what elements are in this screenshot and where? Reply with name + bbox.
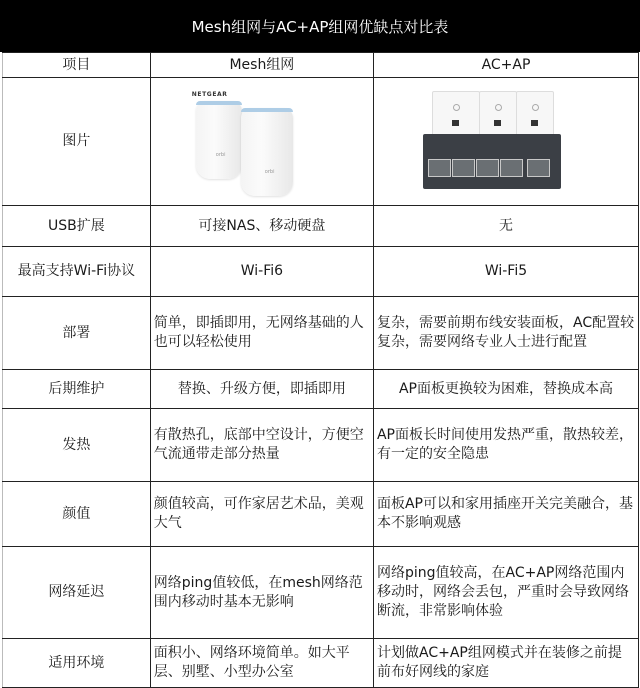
- acap-cell: AP面板长时间使用发热严重，散热较差，有一定的安全隐患: [373, 409, 638, 482]
- acap-cell: 复杂，需要前期布线安装面板，AC配置较复杂，需要网络专业人士进行配置: [373, 297, 638, 370]
- mesh-cell: 有散热孔，底部中空设计，方便空气流通带走部分热量: [150, 409, 373, 482]
- mesh-cell: 替换、升级方便，即插即用: [150, 370, 373, 409]
- table-row: [3, 639, 639, 688]
- acap-cell: 面板AP可以和家用插座开关完美融合，基本不影响观感: [373, 482, 638, 547]
- header-item: 项目: [3, 53, 151, 78]
- row-label: 图片: [3, 78, 151, 206]
- table-row-image: [3, 78, 639, 206]
- row-label: 适用环境: [3, 639, 151, 688]
- mesh-cell: Wi-Fi6: [150, 247, 373, 297]
- table-row: [3, 482, 639, 547]
- acap-image: [373, 78, 638, 206]
- row-label: USB扩展: [3, 206, 151, 247]
- table-row: [3, 409, 639, 482]
- table-row: [3, 247, 639, 297]
- acap-cell: AP面板更换较为困难，替换成本高: [373, 370, 638, 409]
- mesh-router-icon: orbi: [196, 101, 242, 179]
- row-label: 发热: [3, 409, 151, 482]
- row-label: 网络延迟: [3, 547, 151, 639]
- row-label: 颜值: [3, 482, 151, 547]
- header-mesh: Mesh组网: [150, 53, 373, 78]
- mesh-satellite-icon: orbi: [241, 108, 293, 196]
- mesh-cell: 网络ping值较低，在mesh网络范围内移动时基本无影响: [150, 547, 373, 639]
- acap-cell: 网络ping值较高，在AC+AP网络范围内移动时，网络会丢包，严重时会导致网络断流，非常影响体验: [373, 547, 638, 639]
- poe-switch-icon: [423, 134, 561, 189]
- acap-cell: 计划做AC+AP组网模式并在装修之前提前布好网线的家庭: [373, 639, 638, 688]
- header-acap: AC+AP: [373, 53, 638, 78]
- mesh-cell: 颜值较高，可作家居艺术品，美观大气: [150, 482, 373, 547]
- acap-cell: Wi-Fi5: [373, 247, 638, 297]
- mesh-cell: 可接NAS、移动硬盘: [150, 206, 373, 247]
- header-row: [3, 53, 639, 78]
- row-label: 后期维护: [3, 370, 151, 409]
- mesh-image: [150, 78, 373, 206]
- mesh-cell: 面积小、网络环境简单。如大平层、别墅、小型办公室: [150, 639, 373, 688]
- row-label: 最高支持Wi-Fi协议: [3, 247, 151, 297]
- mesh-cell: 简单，即插即用，无网络基础的人也可以轻松使用: [150, 297, 373, 370]
- table-row: [3, 370, 639, 409]
- table-row: [3, 206, 639, 247]
- comparison-table: [2, 52, 639, 688]
- table-row: [3, 547, 639, 639]
- acap-cell: 无: [373, 206, 638, 247]
- row-label: 部署: [3, 297, 151, 370]
- table-title: Mesh组网与AC+AP组网优缺点对比表: [0, 0, 640, 52]
- table-row: [3, 297, 639, 370]
- netgear-logo: NETGEAR: [191, 91, 228, 98]
